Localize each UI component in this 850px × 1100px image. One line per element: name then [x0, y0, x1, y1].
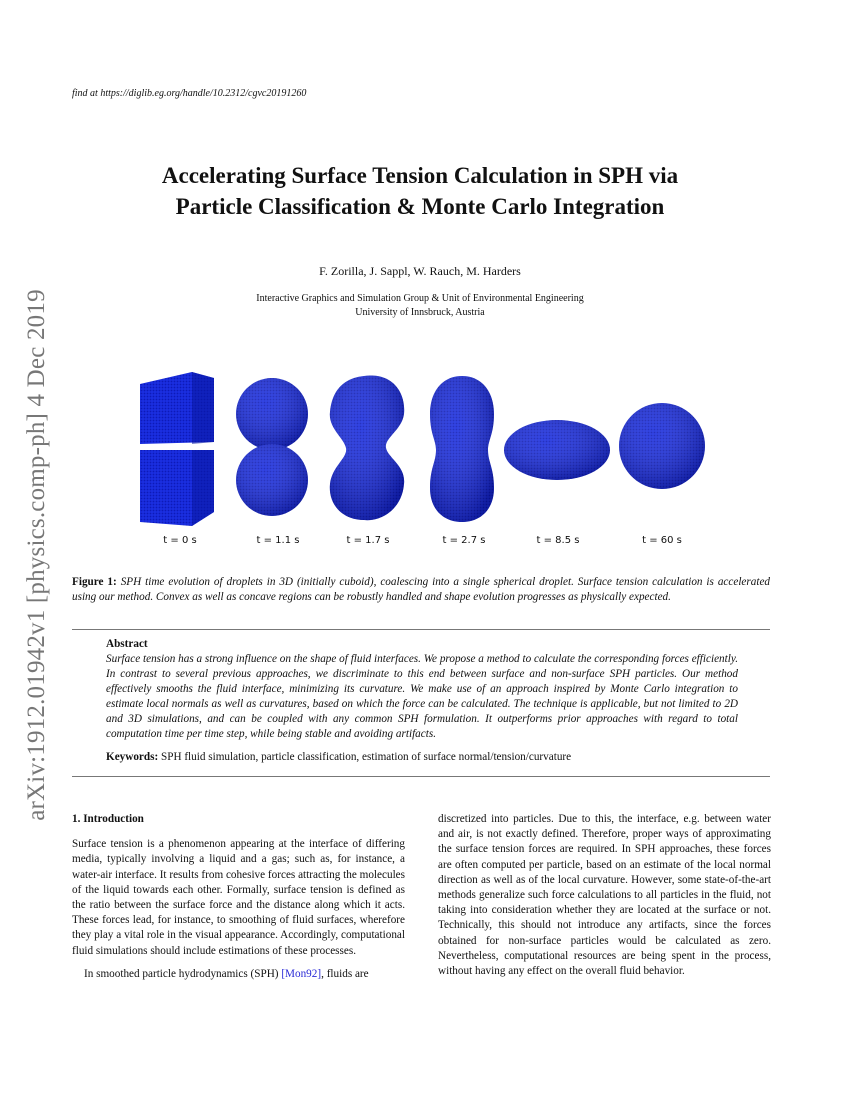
- intro-paragraph-1: Surface tension is a phenomenon appearing at the interface of differing media, typically involving a liquid and a gas; such as, for instance, a water-air interface. It results from cohesive forces attracting the molecules of the liquid towards each other. Formally, surface tension is defined as the ratio between the surface force and the distance along which it acts. These forces lead, for instance, to smoothing of fluid surfaces, wherefore they play a vital role in the visual appearance. Accordingly, computational fluid simulations should include estimations of these processes.: [72, 838, 405, 957]
- intro-p2-text: In smoothed particle hydrodynamics (SPH): [84, 967, 282, 980]
- abstract-heading: Abstract: [106, 638, 148, 650]
- arxiv-sidebar-id: [22, 245, 52, 865]
- keywords-label: Keywords:: [106, 751, 159, 763]
- intro-paragraph-3: discretized into particles. Due to this, the interface, e.g. between water and air, is not exactly defined. Therefore, proper ways of approximating the surface tension forces are required. In SPH approaches, these forces are often computed per particle, based on an estimate of the local normal direction as well as of the local curvature. However, some state-of-the-art methods generalize such force calculations to all particles in the fluid, not taking into consideration whether they are located at the surface or not. Technically, this should not introduce any artifacts, since the forces obtained for non-surface particles would be calculated as zero. Nevertheless, computational resources are being spent in the process, without having any effect on the overall fluid behavior.: [438, 813, 771, 978]
- time-label-0: t = 0 s: [163, 535, 197, 546]
- droplet-peanut: [430, 376, 494, 522]
- intro-p2-tail: , fluids are: [321, 967, 369, 980]
- divider-top: [72, 629, 770, 630]
- caption-lead: Figure 1:: [72, 576, 117, 588]
- time-label-1: t = 1.1 s: [256, 535, 300, 546]
- title-line-1: Accelerating Surface Tension Calculation in SPH via: [161, 163, 679, 188]
- caption-text: SPH time evolution of droplets in 3D (initially cuboid), coalescing into a single spherical droplet. Surface tension calculation is accelerated using our method. Convex as well as concave regions can be robustly handled and shape evolution progresses as physically expected.: [72, 576, 771, 603]
- abstract: [106, 637, 738, 742]
- keywords: [106, 751, 738, 763]
- title-line-2: Particle Classification & Monte Carlo Integration: [175, 194, 665, 219]
- arxiv-id-text: arXiv:1912.01942v1 [physics.comp-ph] 4 Dec 2019: [23, 289, 50, 821]
- time-label-4: t = 8.5 s: [536, 535, 580, 546]
- affiliation-line-2: University of Innsbruck, Austria: [355, 307, 485, 318]
- time-label-5: t = 60 s: [642, 535, 682, 546]
- affiliation: [100, 292, 740, 320]
- figure-caption: [72, 575, 770, 605]
- section-heading-introduction: 1. Introduction: [72, 813, 144, 825]
- droplet-sphere: [619, 403, 705, 489]
- droplet-ellipsoid: [504, 420, 610, 480]
- divider-bottom: [72, 776, 770, 777]
- column-left: [72, 812, 405, 982]
- citation-link-mon92[interactable]: [Mon92]: [281, 967, 322, 980]
- droplet-two-spheres: [236, 378, 308, 516]
- column-right: [438, 812, 771, 979]
- paper-title: [100, 160, 740, 222]
- time-label-2: t = 1.7 s: [346, 535, 390, 546]
- droplet-merging: [330, 375, 404, 520]
- authors: F. Zorilla, J. Sappl, W. Rauch, M. Harders: [319, 264, 521, 278]
- time-label-3: t = 2.7 s: [442, 535, 486, 546]
- intro-paragraph-2: [72, 967, 405, 982]
- affiliation-line-1: Interactive Graphics and Simulation Group & Unit of Environmental Engineering: [256, 293, 584, 304]
- abstract-text: Surface tension has a strong influence on the shape of fluid interfaces. We propose a method to calculate the corresponding forces efficiently. In contrast to several previous approaches, we discriminate to this end between surface and non-surface SPH particles. Our method effectively smooths the fluid interface, minimizing its curvature. We make use of an approach inspired by Monte Carlo integration to estimate local normals as well as curvatures, based on which the force can be calculated. The technique is applicable, but not limited to 2D and 3D simulations, and can be coupled with any common SPH formulation. It outperforms prior approaches with regard to total computation time per time step, while being stable and avoiding artifacts.: [106, 653, 738, 740]
- droplet-figure: [110, 362, 730, 542]
- keywords-text: SPH fluid simulation, particle classification, estimation of surface normal/tension/curvature: [161, 751, 572, 763]
- source-note: find at https://diglib.eg.org/handle/10.2312/cgvc20191260: [72, 88, 307, 99]
- droplet-cuboids: [140, 372, 214, 526]
